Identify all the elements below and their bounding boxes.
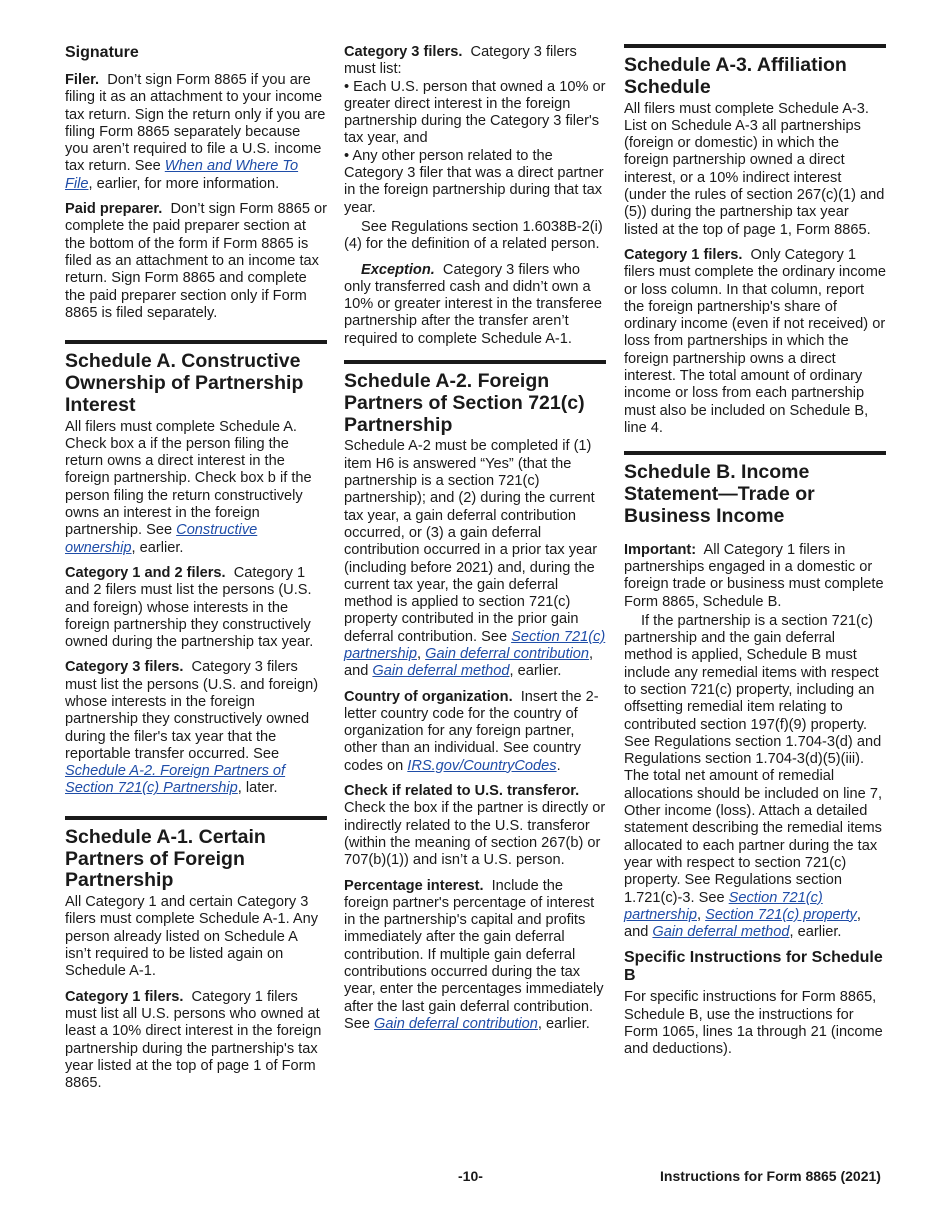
footer-title: Instructions for Form 8865 (2021) (660, 1168, 881, 1184)
schedule-b-remedial-paragraph (624, 613, 886, 942)
see-regulations-paragraph: See Regulations section 1.6038B-2(i)(4) for the definition of a related person. (344, 218, 603, 253)
schedule-a1-category-1-paragraph (65, 989, 327, 1093)
percentage-interest-paragraph (344, 878, 606, 1034)
category-1-text: Category 1 filers must list all U.S. persons who owned at least a 10% direct interest in the foreign partnership during the partnership's tax year listed at the top of page 1 of Form 8865. (65, 988, 322, 1092)
category-3-lead: Category 3 filers. (344, 44, 463, 60)
section-divider (344, 360, 606, 364)
category-1-2-paragraph (65, 565, 327, 651)
paid-preparer-paragraph (65, 201, 327, 322)
specific-instructions-text: For specific instructions for Form 8865, Schedule B, use the instructions for Form 1065, lines 1a through 21 (income and deductions). (624, 989, 883, 1058)
remedial-text: If the partnership is a section 721(c) partnership and the gain deferral method is applied, Schedule B must include any remedial items with respect to section 721(c) property, including an offsetting remedial item relating to contributed section 197(f)(9) property. See Regulations section 1.704-3(d) and Regulations section 1.704-3(d)(5)(iii). The total net amount of remedial allocations should be included on line 7, Other income (loss). Attach a detailed statement describing the remedial items allocated to each partner during the tax year with respect to section 721(c) property. See Regulations section 1.721(c)-3. See (624, 612, 883, 906)
filer-lead: Filer. (65, 72, 100, 88)
exception-paragraph (344, 262, 606, 348)
schedule-a3-intro: All filers must complete Schedule A-3. List on Schedule A-3 all partnerships (foreign or domestic) in which the foreign partnership owned a direct interest, or a 10% indirect interest (under the rules of section 267(c)(1) and (5)) during the partnership tax year listed at the top of page 1, Form 8865. (624, 100, 885, 238)
category-3-list-paragraph (344, 44, 606, 79)
specific-instructions-heading: Specific Instructions for Schedule B (624, 949, 883, 985)
separator: , (697, 906, 706, 923)
category-3-text: Category 3 filers must list: (344, 44, 577, 78)
schedule-a2-link[interactable]: Schedule A-2. Foreign Partners of Section 721(c) Partnership (65, 763, 286, 797)
filer-text: Don’t sign Form 8865 if you are filing it as an attachment to your income tax return. Sign the return only if you are filing Form 8865 separately because you aren’t required to file a U.S. income tax return. See (65, 72, 326, 175)
section-divider (624, 451, 886, 455)
constructive-ownership-link[interactable]: Constructive ownership (65, 522, 258, 556)
category-1-lead: Category 1 filers. (65, 988, 184, 1005)
schedule-a1-heading: Schedule A-1. Certain Partners of Foreign Partnership (65, 825, 266, 892)
section-divider (624, 44, 886, 48)
category-3-paragraph (65, 659, 327, 797)
country-text-end: . (556, 757, 561, 774)
category-1-lead: Category 1 filers. (624, 246, 743, 263)
related-lead: Check if related to U.S. transferor. (344, 783, 580, 800)
percentage-lead: Percentage interest. (344, 877, 484, 894)
section-divider (65, 816, 327, 820)
filer-text-end: , earlier, for more information. (88, 175, 280, 192)
separator: , (417, 646, 426, 662)
when-where-to-file-link[interactable]: When and Where To File (65, 158, 299, 192)
signature-heading: Signature (65, 44, 139, 61)
section-721c-partnership-link[interactable]: Section 721(c) partnership (624, 889, 823, 923)
gain-deferral-method-link[interactable]: Gain deferral method (652, 924, 790, 941)
important-lead: Important: (624, 541, 697, 558)
schedule-a3-category-1-paragraph (624, 247, 886, 437)
schedule-a2-intro (344, 438, 606, 680)
schedule-a2-heading: Schedule A-2. Foreign Partners of Section 721(c) Partnership (344, 370, 585, 436)
section-721c-property-link[interactable]: Section 721(c) property (705, 906, 857, 923)
remedial-text-end: , earlier. (789, 924, 842, 941)
category-1-text: Only Category 1 filers must complete the ordinary income or loss column. In that column, report the foreign partnership's share of ordinary income (even if not received) or loss from partnerships in which the foreign partnership owns a direct interest. The total amount of ordinary income or loss from each partnership must also be included on Schedule B, line 4. (624, 246, 886, 436)
filer-paragraph (65, 72, 327, 193)
category-1-2-lead: Category 1 and 2 filers. (65, 564, 226, 581)
schedule-a2-text: Schedule A-2 must be completed if (1) item H6 is answered “Yes” (that the partnership is a section 721(c) partnership); and (2) during the current tax year, a gain deferral contribution occurred, or (3) a gain deferral contribution occurred in a prior tax year (including before 2021) and, during the current tax year, the gain deferral method is applied to section 721(c) property contributed in the prior gain deferral contribution. See (344, 438, 598, 645)
category-3-lead: Category 3 filers. (65, 659, 184, 676)
category-1-2-text: Category 1 and 2 filers must list the persons (U.S. and foreign) whose interests in the foreign partnership they constructively owned during the partnership tax year. (65, 564, 314, 651)
gain-deferral-contribution-link[interactable]: Gain deferral contribution (425, 646, 589, 662)
percentage-text: Include the foreign partner's percentage of interest in the partnership's capital and profits immediately after the gain deferral contribution. If multiple gain deferral contributions occurred during the tax year, enter the percentages immediately after the last gain deferral contribution. See (344, 877, 604, 1032)
schedule-b-heading: Schedule B. Income Statement—Trade or Business Income (624, 461, 815, 527)
category-3-text: Category 3 filers must list the persons (U.S. and foreign) whose interests in the foreign partnership they constructively owned during the filer's tax year that the reportable transfer occurred. See (65, 659, 319, 762)
schedule-a-heading: Schedule A. Constructive Ownership of Partnership Interest (65, 350, 304, 416)
schedule-a-intro (65, 419, 327, 557)
separator: , and (624, 906, 861, 941)
schedule-a-text-end: , earlier. (131, 539, 184, 556)
related-transferor-paragraph (344, 783, 606, 869)
page-number: -10- (458, 1168, 483, 1184)
country-text: Insert the 2-letter country code for the country of organization for any foreign partner, other than an individual. See country codes on (344, 688, 599, 774)
country-codes-link[interactable]: IRS.gov/CountryCodes (407, 757, 557, 774)
gain-deferral-method-link[interactable]: Gain deferral method (372, 663, 510, 680)
important-text: All Category 1 filers in partnerships engaged in a domestic or foreign trade or business must complete Form 8865, Schedule B. (624, 541, 884, 610)
country-lead: Country of organization. (344, 688, 513, 705)
column-3 (624, 44, 886, 1067)
category-3-text-end: , later. (237, 780, 278, 797)
paid-preparer-text: Don’t sign Form 8865 or complete the paid preparer section at the bottom of the form if Form 8865 is filed as an attachment to an income tax return. Sign Form 8865 and complete the paid preparer section only if Form 8865 is filed separately. (65, 201, 328, 321)
schedule-a-text: All filers must complete Schedule A. Check box a if the person filing the return owns a direct interest in the foreign partnership. Check box b if the person filing the return constructively owns an interest in the foreign partnership. See (65, 418, 312, 539)
gain-deferral-contribution-link[interactable]: Gain deferral contribution (374, 1015, 538, 1032)
separator: , and (344, 646, 594, 680)
percentage-text-end: , earlier. (537, 1015, 590, 1032)
exception-lead: Exception. (361, 261, 435, 278)
schedule-a2-text-end: , earlier. (509, 663, 562, 680)
schedule-a3-heading: Schedule A-3. Affiliation Schedule (624, 54, 847, 98)
country-of-organization-paragraph (344, 689, 606, 775)
bullet-item: • Any other person related to the Category 3 filer that was a direct partner in the foreign partnership during that tax year. (344, 148, 606, 217)
section-divider (65, 340, 327, 344)
important-paragraph (624, 542, 886, 611)
section-721c-partnership-link[interactable]: Section 721(c) partnership (344, 628, 606, 662)
paid-preparer-lead: Paid preparer. (65, 201, 163, 218)
bullet-item: • Each U.S. person that owned a 10% or greater direct interest in the foreign partnership during the Category 3 filer's tax year, and (344, 79, 606, 148)
column-2 (344, 44, 606, 1041)
schedule-a1-intro: All Category 1 and certain Category 3 filers must complete Schedule A-1. Any person already listed on Schedule A isn’t required to be listed again on Schedule A-1. (65, 894, 319, 980)
column-1 (65, 44, 327, 1100)
related-text: Check the box if the partner is directly or indirectly related to the U.S. transferor (within the meaning of section 267(b) or 707(b)(1)) and isn’t a U.S. person. (344, 800, 606, 869)
exception-text: Category 3 filers who only transferred cash and didn’t own a 10% or greater interest in the transferee partnership after the transfer aren’t required to complete Schedule A-1. (344, 261, 602, 347)
